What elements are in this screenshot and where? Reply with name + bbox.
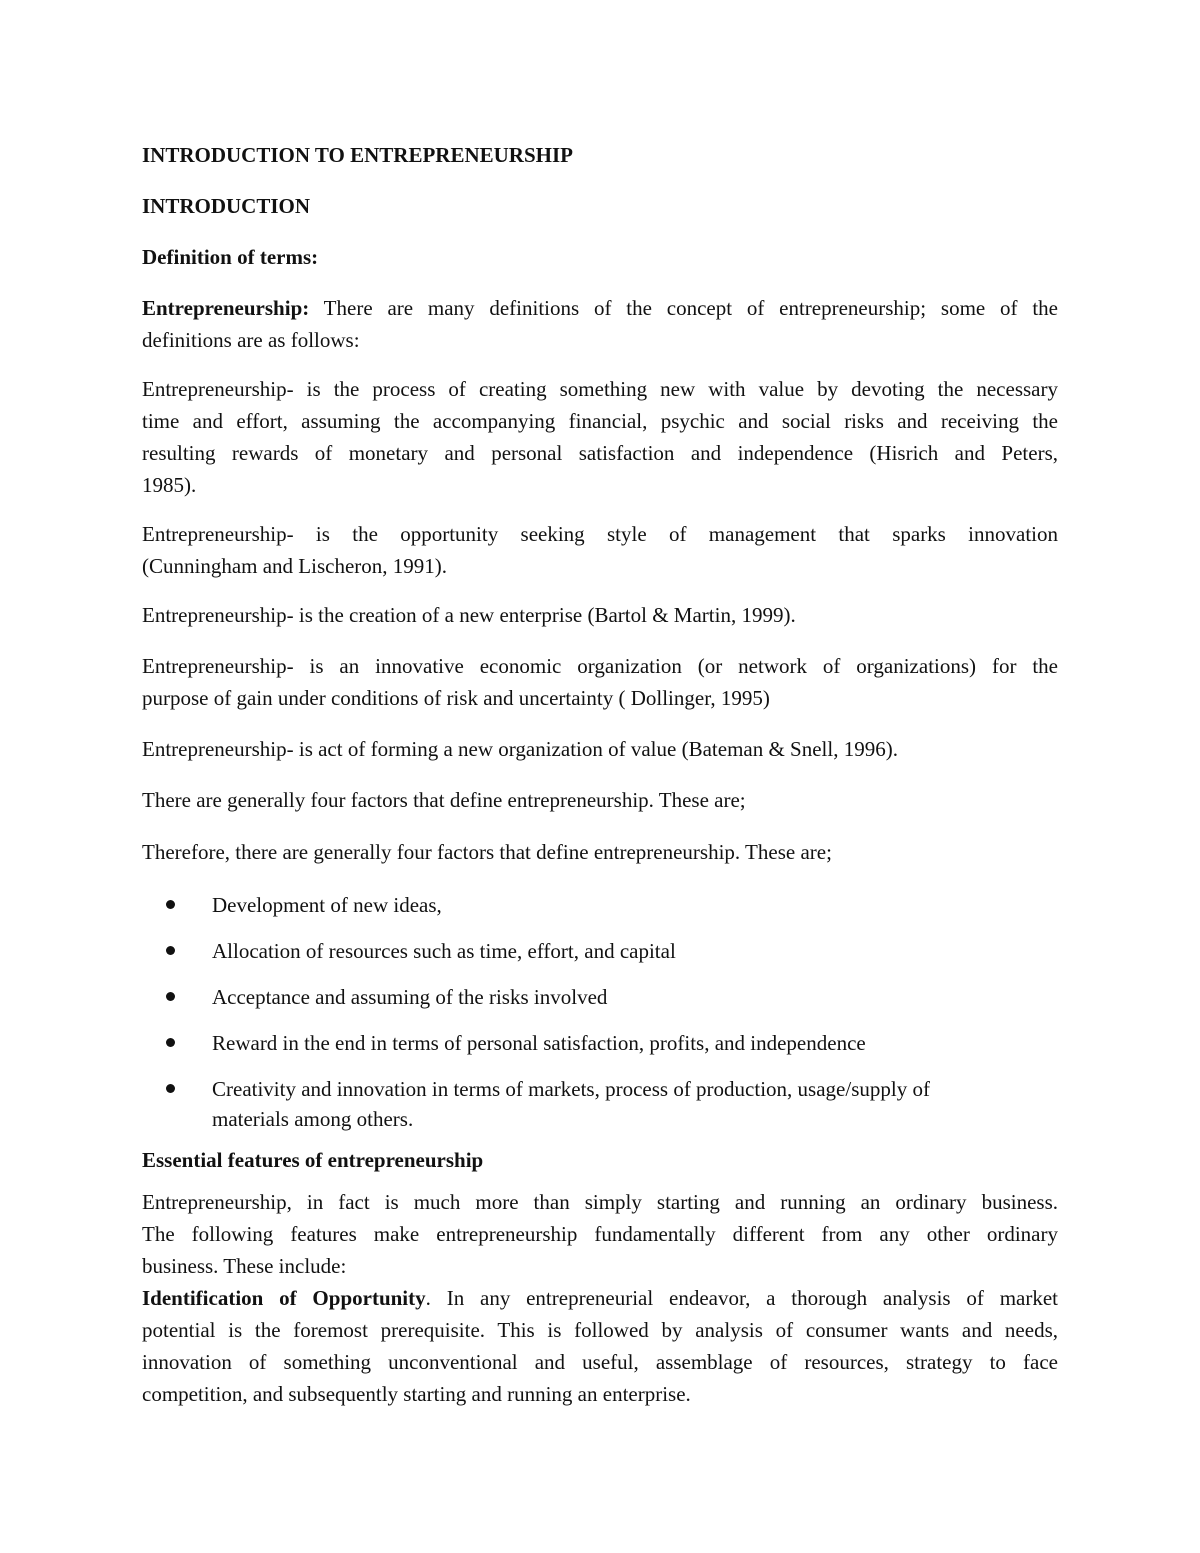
opportunity-line-2: potential is the foremost prerequisite. This is followed by analysis of consumer wants and needs, bbox=[142, 1318, 1058, 1342]
opportunity-line-4: competition, and subsequently starting and running an enterprise. bbox=[142, 1382, 691, 1406]
document-title: INTRODUCTION TO ENTREPRENEURSHIP bbox=[142, 143, 573, 167]
definitions-heading: Definition of terms: bbox=[142, 245, 319, 269]
factors-intro-1: There are generally four factors that define entrepreneurship. These are; bbox=[142, 788, 746, 812]
factor-item: Development of new ideas, bbox=[212, 893, 442, 917]
intro-term: Entrepreneurship: bbox=[142, 296, 310, 320]
definition-5: Entrepreneurship- is act of forming a new organization of value (Bateman & Snell, 1996). bbox=[142, 737, 898, 761]
definition-3: Entrepreneurship- is the creation of a new enterprise (Bartol & Martin, 1999). bbox=[142, 603, 796, 627]
features-line-2: The following features make entrepreneurship fundamentally different from any other ordinary bbox=[142, 1222, 1058, 1246]
bullet-dot bbox=[166, 981, 178, 993]
factors-intro-2: Therefore, there are generally four factors that define entrepreneurship. These are; bbox=[142, 840, 832, 864]
bullet-dot bbox=[166, 889, 178, 901]
intro-line-2: definitions are as follows: bbox=[142, 328, 360, 352]
factor-item: Acceptance and assuming of the risks involved bbox=[212, 985, 608, 1009]
features-heading: Essential features of entrepreneurship bbox=[142, 1148, 484, 1172]
opportunity-line-3: innovation of something unconventional and useful, assemblage of resources, strategy to face bbox=[142, 1350, 1058, 1374]
intro-line-1-text: There are many definitions of the concept of entrepreneurship; some of the bbox=[309, 296, 1058, 320]
factor-item: Allocation of resources such as time, effort, and capital bbox=[212, 939, 676, 963]
definition-2-line-1: Entrepreneurship- is the opportunity seeking style of management that sparks innovation bbox=[142, 522, 1058, 546]
definition-1-line-3: resulting rewards of monetary and personal satisfaction and independence (Hisrich and Peters, bbox=[142, 441, 1058, 465]
definition-4-line-2: purpose of gain under conditions of risk and uncertainty ( Dollinger, 1995) bbox=[142, 686, 770, 710]
bullet-dot bbox=[166, 935, 178, 947]
definition-4-line-1: Entrepreneurship- is an innovative economic organization (or network of organizations) for the bbox=[142, 654, 1058, 678]
bullet-dot bbox=[166, 1073, 178, 1085]
bullet-dot bbox=[166, 1027, 178, 1039]
opportunity-line-1-text: . In any entrepreneurial endeavor, a thorough analysis of market bbox=[425, 1286, 1058, 1310]
features-line-1: Entrepreneurship, in fact is much more than simply starting and running an ordinary business. bbox=[142, 1190, 1058, 1214]
factor-item: Creativity and innovation in terms of markets, process of production, usage/supply of materials among others. bbox=[212, 1077, 930, 1131]
section-heading: INTRODUCTION bbox=[142, 194, 311, 218]
factor-item: Reward in the end in terms of personal satisfaction, profits, and independence bbox=[212, 1031, 866, 1055]
opportunity-term: Identification of Opportunity bbox=[142, 1286, 426, 1310]
intro-line-1 bbox=[142, 292, 1058, 324]
definition-1-line-4: 1985). bbox=[142, 473, 197, 497]
definition-1-line-2: time and effort, assuming the accompanying financial, psychic and social risks and receiving the bbox=[142, 409, 1058, 433]
definition-1-line-1: Entrepreneurship- is the process of creating something new with value by devoting the necessary bbox=[142, 377, 1058, 401]
features-line-3: business. These include: bbox=[142, 1254, 347, 1278]
definition-2-line-2: (Cunningham and Lischeron, 1991). bbox=[142, 554, 448, 578]
opportunity-line-1 bbox=[142, 1282, 1058, 1314]
